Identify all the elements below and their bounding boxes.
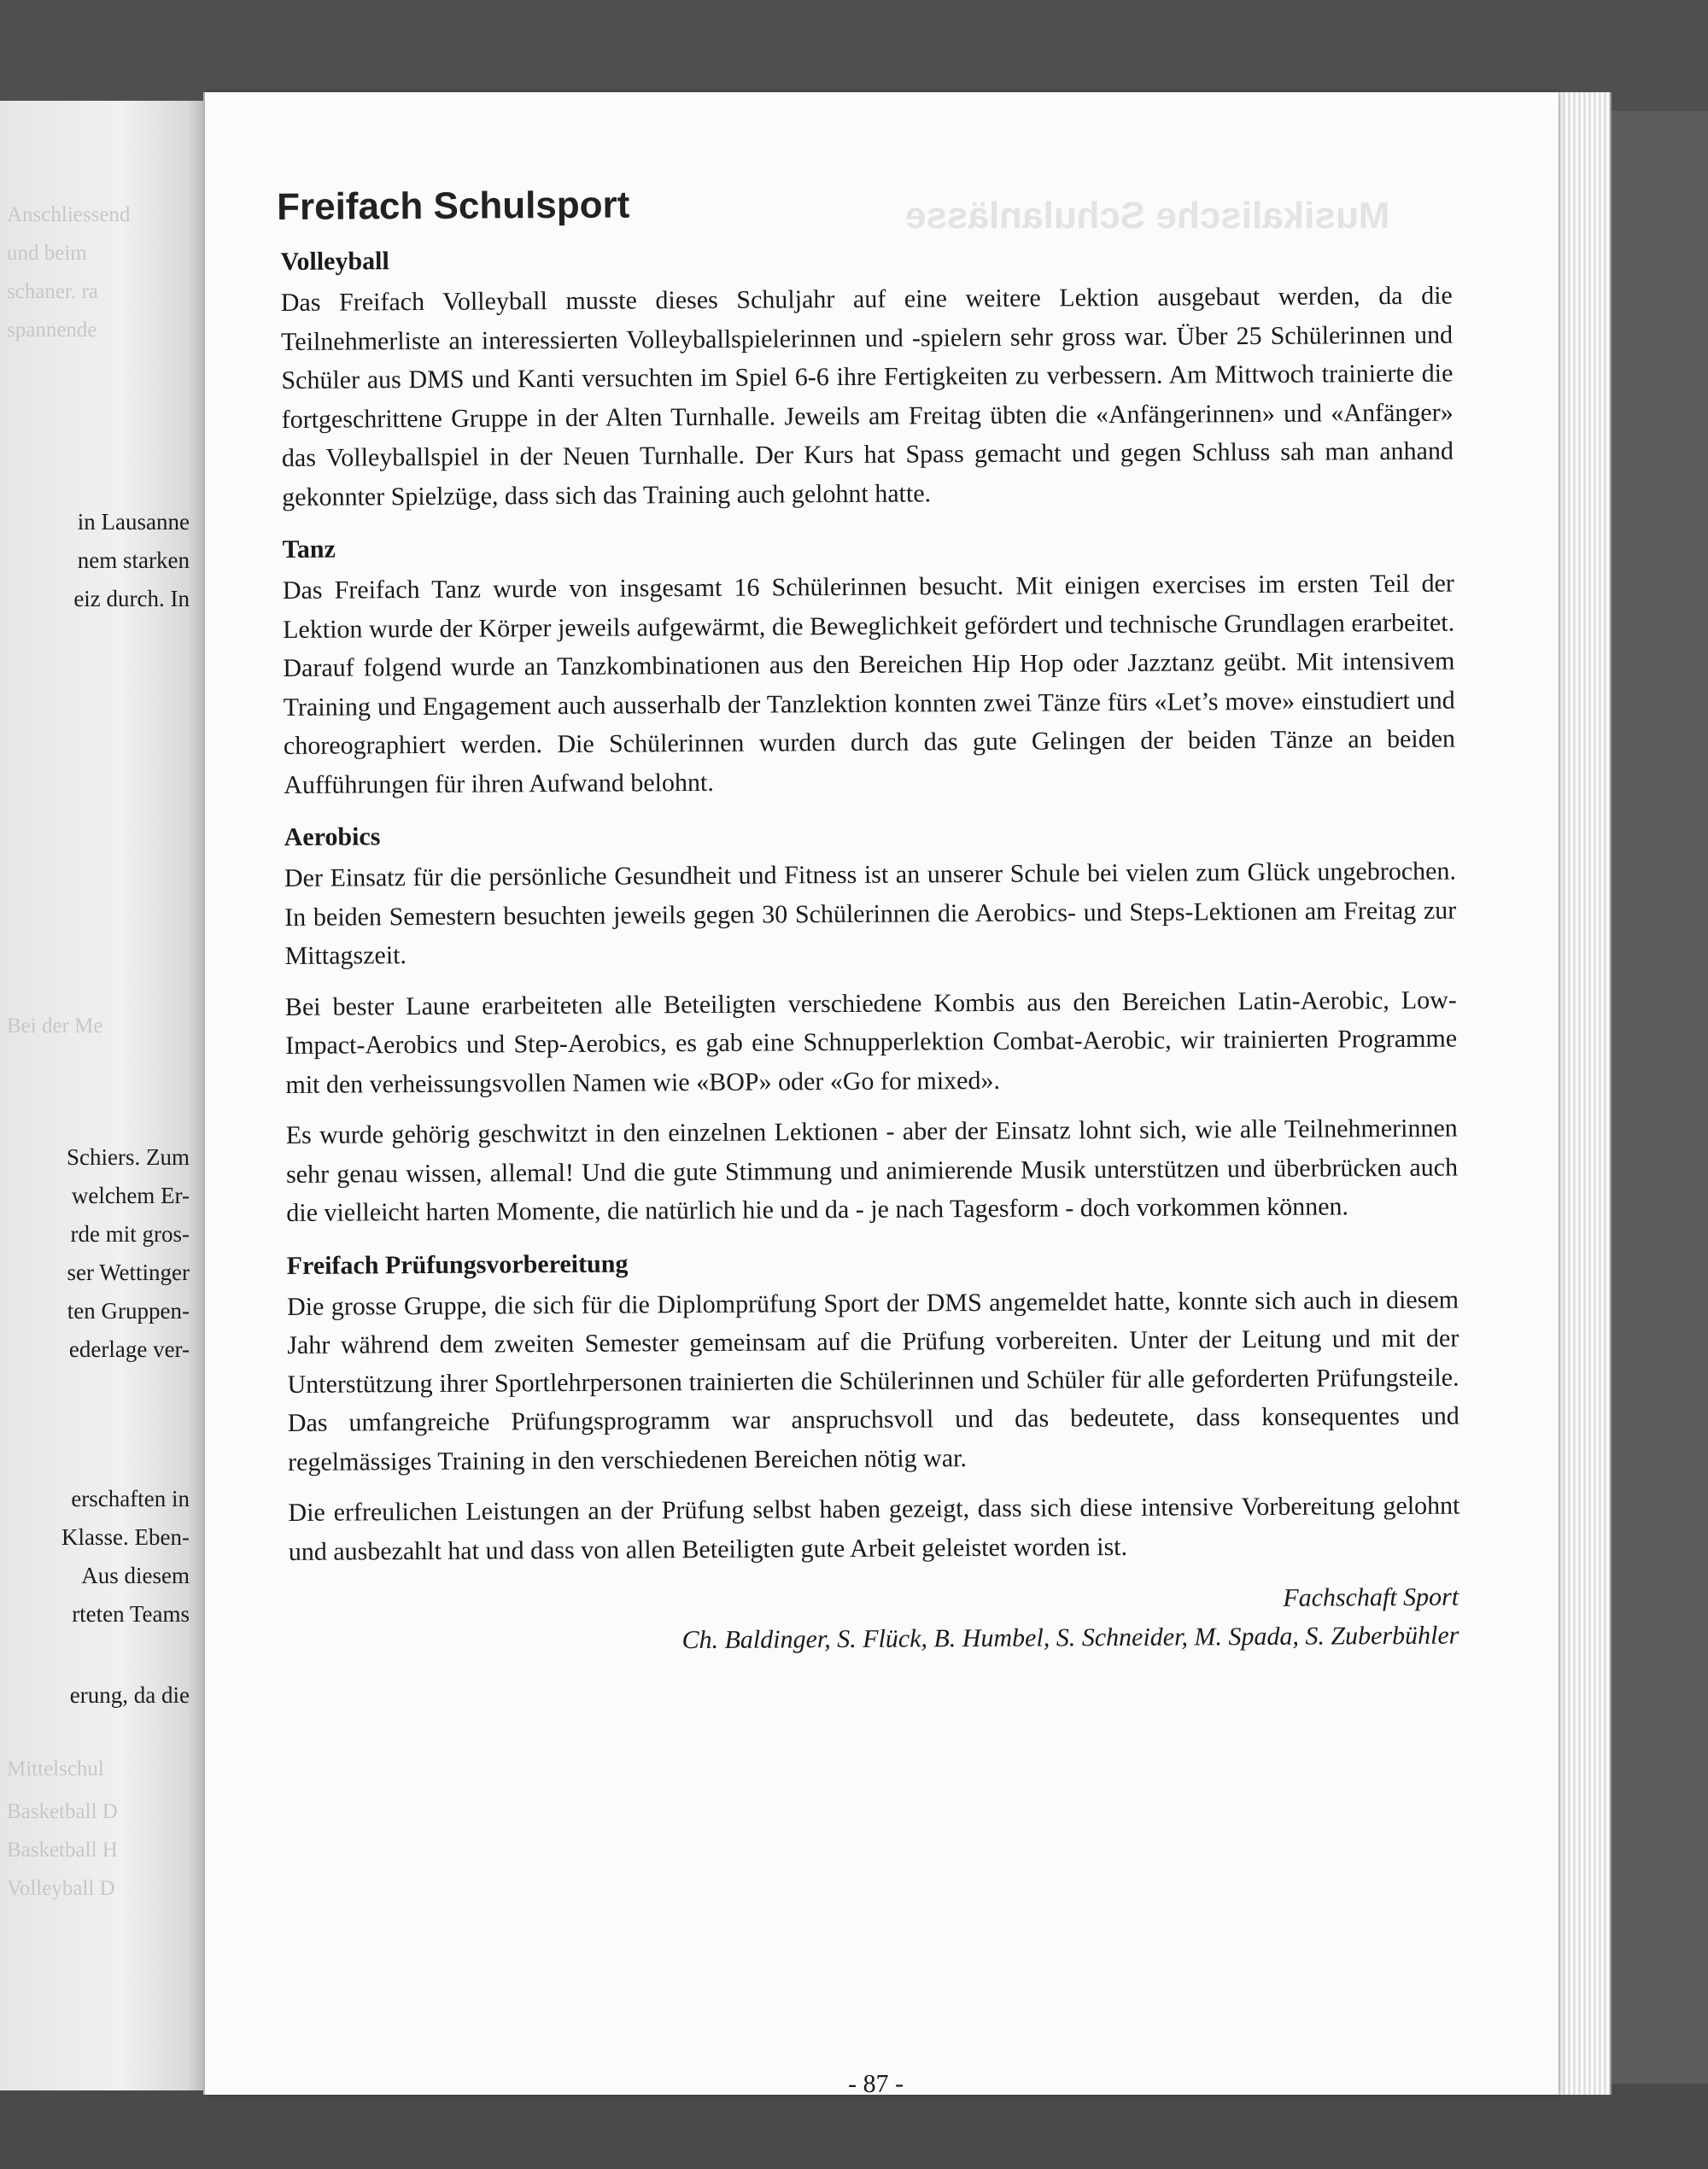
section-heading: Volleyball: [280, 247, 389, 276]
left-line: Aus diesem: [81, 1563, 190, 1588]
section-volleyball: [278, 241, 1452, 517]
section-pruefungsvorbereitung: [285, 1244, 1459, 1571]
left-line: in Lausanne: [77, 509, 190, 535]
paragraph: Das Freifach Tanz wurde von insgesamt 16 Schülerinnen besucht. Mit einigen exercises im ersten Teil der Lektion wurde der Körper jeweils aufgewärmt, die Beweglichkeit gefördert und technische Grundlagen erarbeitet. Darauf folgend wurde an Tanzkombinationen aus den Bereichen Hip Hop oder Jazztanz geübt. Mit intensivem Training und Engagement auch ausserhalb der Tanzlektion konnten zwei Tänze fürs «Let’s move» einstudiert und choreographiert werden. Die Schülerinnen wurden durch das gute Gelingen der beiden Tänze an beiden Aufführungen für ihren Aufwand belohnt.: [282, 569, 1456, 799]
paragraph: Die grosse Gruppe, die sich für die Diplomprüfung Sport der DMS angemeldet hatte, konnte sich auch in diesem Jahr während dem zweiten Semester gemeinsam auf die Prüfung vorbereiten. Unter der Leitung und mit der Unterstützung ihrer Sportlehrpersonen trainierten die Schülerinnen und Schüler für alle geforderten Prüfungsteile. Das umfangreiche Prüfungsprogramm war anspruchsvoll und das bedeutete, dass konsequentes und regelmässiges Training in den verschiedenen Bereichen nötig war.: [286, 1285, 1459, 1476]
left-faded-line: Bei der Me: [7, 1014, 103, 1038]
left-line: ederlage ver-: [68, 1336, 190, 1362]
left-line: nem starken: [77, 547, 190, 573]
section-heading: Aerobics: [284, 822, 381, 851]
section-heading: Freifach Prüfungsvorbereitung: [286, 1249, 629, 1280]
left-line: ser Wettinger: [67, 1260, 190, 1285]
left-faded-line: Basketball D: [7, 1800, 118, 1823]
paragraph: Das Freifach Volleyball musste dieses Schuljahr auf eine weitere Lektion ausgebaut werden, da die Teilnehmerliste an interessierten Volleyballspielerinnen und -spielern sehr gross war. Über 25 Schülerinnen und Schüler aus DMS und Kanti versuchten im Spiel 6-6 ihre Fertigkeiten zu verbessern. Am Mittwoch trainierte die fortgeschrittene Gruppe in der Alten Turnhalle. Jeweils am Freitag übten die «Anfängerinnen» und «Anfänger» das Volleyballspiel in der Neuen Turnhalle. Der Kurs hat Spass gemacht und gegen Schluss sah man anhand gekonnter Spielzüge, dass sich das Training auch gelohnt hatte.: [280, 281, 1454, 512]
show-through-heading: Musikalische Schulanlässe: [905, 195, 1390, 237]
page-content: [277, 179, 1460, 2098]
signature-org: Fachschaft Sport: [1283, 1582, 1459, 1612]
left-line: eiz durch. In: [73, 586, 190, 611]
left-line: rde mit gros-: [70, 1221, 190, 1247]
left-faded-line: spannende: [7, 319, 97, 342]
left-line: ten Gruppen-: [67, 1298, 190, 1324]
right-page: [205, 92, 1559, 2098]
left-line: erschaften in: [71, 1486, 190, 1511]
page-number: - 87 -: [847, 2069, 904, 2098]
left-line: erung, da die: [69, 1682, 190, 1708]
left-faded-line: Mittelschul: [7, 1757, 104, 1780]
left-line: Klasse. Eben-: [61, 1524, 190, 1550]
section-tanz: [280, 529, 1454, 804]
left-line: rteten Teams: [72, 1601, 190, 1627]
left-faded-line: und beim: [7, 242, 87, 265]
page-title: Freifach Schulsport: [277, 184, 630, 229]
left-line: Schiers. Zum: [67, 1144, 190, 1170]
section-heading: Tanz: [282, 535, 336, 564]
paragraph: Die erfreulichen Leistungen an der Prüfung selbst haben gezeigt, dass sich diese intensive Vorbereitung gelohnt und ausbezahlt hat und dass von allen Beteiligten gute Arbeit geleistet worden ist.: [288, 1491, 1460, 1566]
section-aerobics: [283, 816, 1457, 1233]
paragraph: Bei bester Laune erarbeiteten alle Beteiligten verschiedene Kombis aus den Bereichen Latin-Aerobic, Low-Impact-Aerobics und Step-Aerobics, es gab eine Schnupperlektion Combat-Aerobic, wir trainierten Programme mit den verheissungsvollen Namen wie «BOP» oder «Go for mixed».: [284, 985, 1458, 1099]
left-line: welchem Er-: [71, 1183, 190, 1208]
left-faded-line: schaner. ra: [7, 280, 98, 303]
signature-names: Ch. Baldinger, S. Flück, B. Humbel, S. Schneider, M. Spada, S. Zuberbühler: [681, 1621, 1459, 1655]
paragraph: Der Einsatz für die persönliche Gesundheit und Fitness ist an unserer Schule bei vielen zum Glück ungebrochen. In beiden Semestern besuchten jeweils gegen 30 Schülerinnen die Aerobics- und Steps-Lektionen am Freitag zur Mittagszeit.: [284, 856, 1457, 970]
left-faded-line: Anschliessend: [7, 203, 131, 226]
page-edges: [1550, 92, 1611, 2095]
left-faded-line: Volleyball D: [7, 1877, 115, 1900]
left-page: [0, 101, 203, 2090]
left-faded-line: Basketball H: [7, 1839, 118, 1862]
paragraph: Es wurde gehörig geschwitzt in den einzelnen Lektionen - aber der Einsatz lohnt sich, wie alle Teilnehmerinnen sehr genau wissen, allemal! Und die gute Stimmung und animierende Musik unterstützen und überbrücken auch die vielleicht harten Momente, die natürlich hie und da - je nach Tagesform - doch vorkommen können.: [285, 1114, 1459, 1227]
